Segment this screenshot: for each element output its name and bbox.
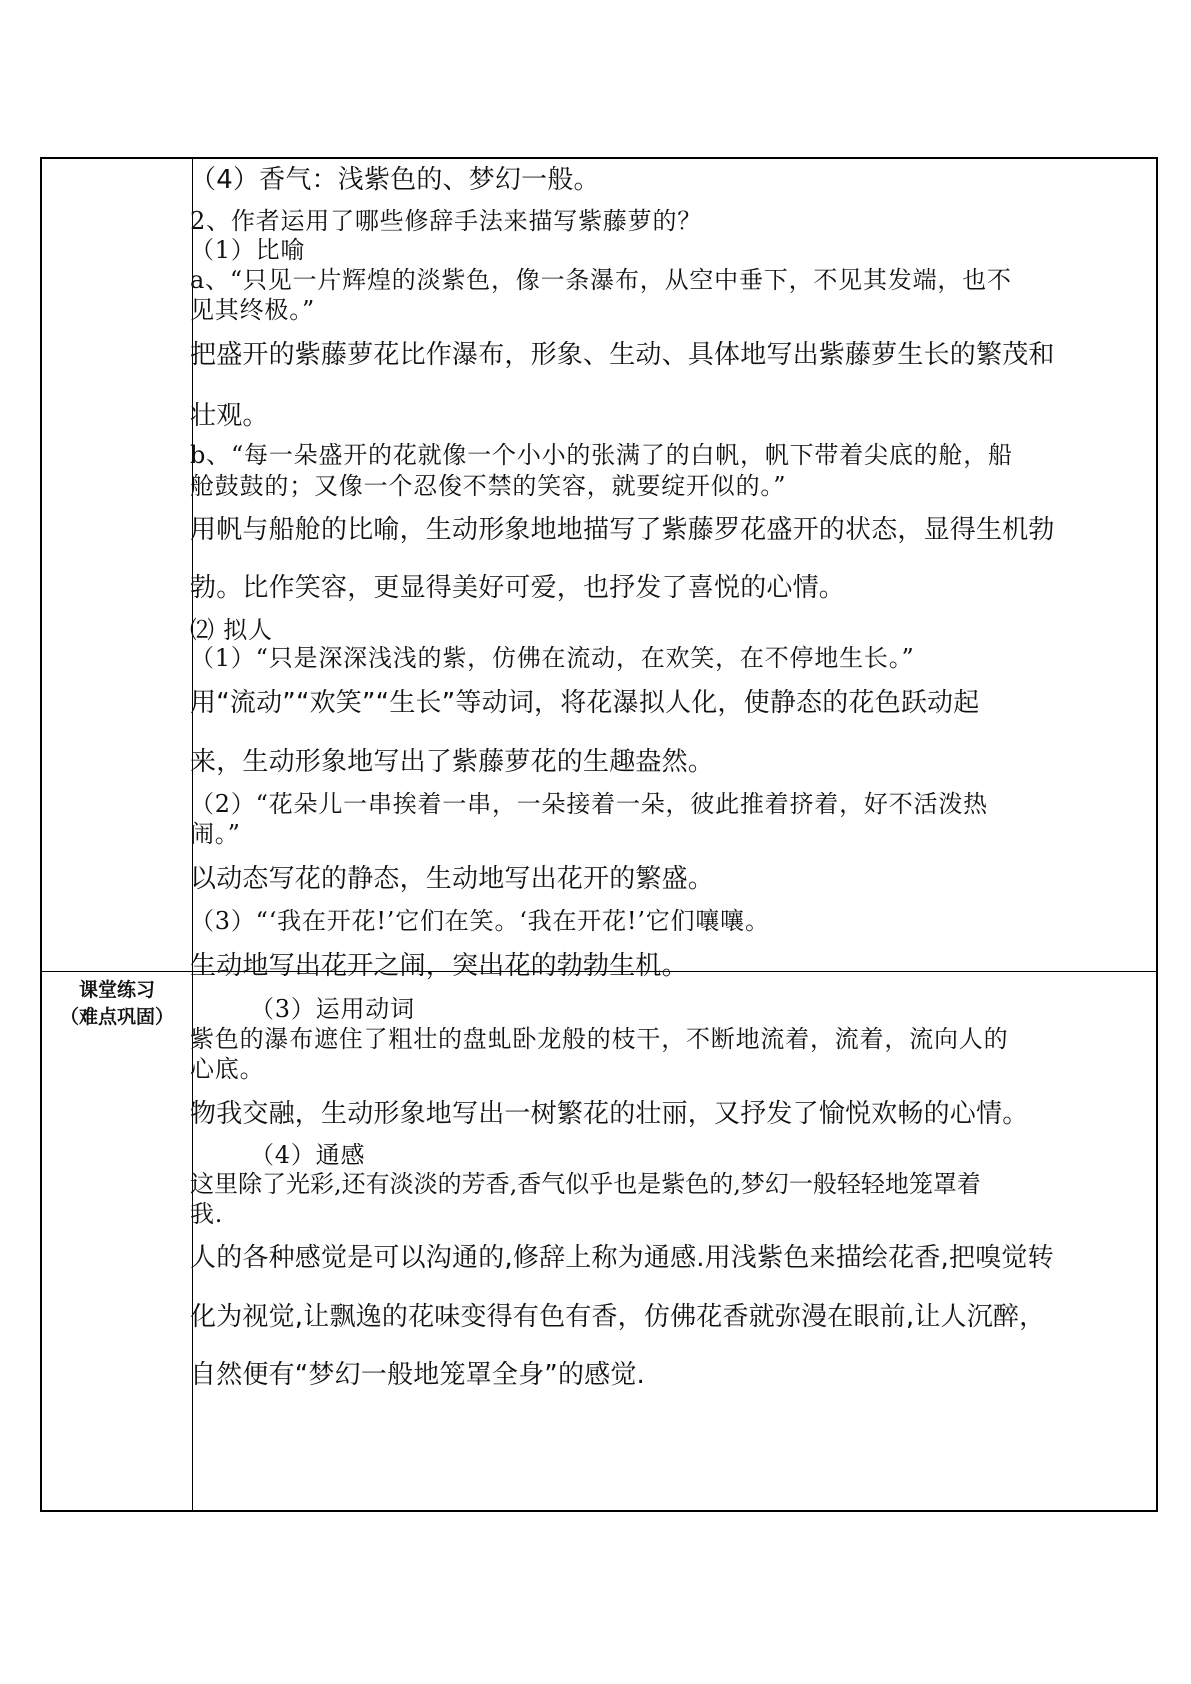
text-line: （1）比喻 [190,236,306,264]
text-line: 用帆与船舱的比喻，生动形象地地描写了紫藤罗花盛开的状态，显得生机勃 [190,515,1055,545]
text-line: （4）香气：浅紫色的、梦幻一般。 [190,165,600,195]
text-line: 来，生动形象地写出了紫藤萝花的生趣盎然。 [190,747,715,777]
text-line: 物我交融，生动形象地写出一树繁花的壮丽，又抒发了愉悦欢畅的心情。 [190,1099,1029,1129]
text-line: 心底。 [190,1055,265,1083]
text-line: 以动态写花的静态，生动地写出花开的繁盛。 [190,864,715,894]
text-line: 闹。” [190,820,241,848]
text-line: 这里除了光彩,还有淡淡的芳香,香气似乎也是紫色的,梦幻一般轻轻地笼罩着 [190,1170,981,1198]
text-line: 自然便有“梦幻一般地笼罩全身”的感觉. [190,1360,646,1390]
row-label-line-1: 课堂练习 [78,979,155,1001]
text-line: b、“每一朵盛开的花就像一个小小的张满了的白帆，帆下带着尖底的舱，船 [190,441,1013,469]
text-line: （3）运用动词 [250,995,415,1023]
text-line: 用“流动”“欢笑”“生长”等动词，将花瀑拟人化，使静态的花色跃动起 [190,688,980,718]
text-line: 勃。比作笑容，更显得美好可爱，也抒发了喜悦的心情。 [190,573,846,603]
text-line: （2）“花朵儿一串挨着一串，一朵接着一朵，彼此推着挤着，好不活泼热 [190,790,988,818]
text-line: 化为视觉,让飘逸的花味变得有色有香，仿佛花香就弥漫在眼前,让人沉醉， [190,1302,1046,1332]
text-line: 舱鼓鼓的；又像一个忍俊不禁的笑容，就要绽开似的。” [190,472,787,500]
text-line: ⑵ 拟人 [190,616,273,644]
text-line: （1）“只是深深浅浅的紫，仿佛在流动，在欢笑，在不停地生长。” [190,644,915,672]
row-label-line-2: （难点巩固） [59,1006,174,1028]
text-line: 紫色的瀑布遮住了粗壮的盘虬卧龙般的枝干，不断地流着，流着，流向人的 [190,1025,1009,1053]
text-line: a、“只见一片辉煌的淡紫色，像一条瀑布，从空中垂下，不见其发端，也不 [190,266,1012,294]
text-line: 人的各种感觉是可以沟通的,修辞上称为通感.用浅紫色来描绘花香,把嗅觉转 [190,1243,1054,1273]
text-line: 壮观。 [190,401,269,431]
text-line: （4）通感 [250,1141,366,1169]
row-label-practice [42,977,192,1031]
text-line: （3）“‘我在开花!’它们在笑。‘我在开花!’它们嚷嚷。 [190,907,770,935]
text-line: 生动地写出花开之闹，突出花的勃勃生机。 [190,951,688,981]
text-line: 见其终极。” [190,296,316,324]
text-line: 2、作者运用了哪些修辞手法来描写紫藤萝的？ [190,207,703,235]
text-line: 把盛开的紫藤萝花比作瀑布，形象、生动、具体地写出紫藤萝生长的繁茂和 [190,340,1055,370]
text-line: 我. [190,1200,224,1228]
